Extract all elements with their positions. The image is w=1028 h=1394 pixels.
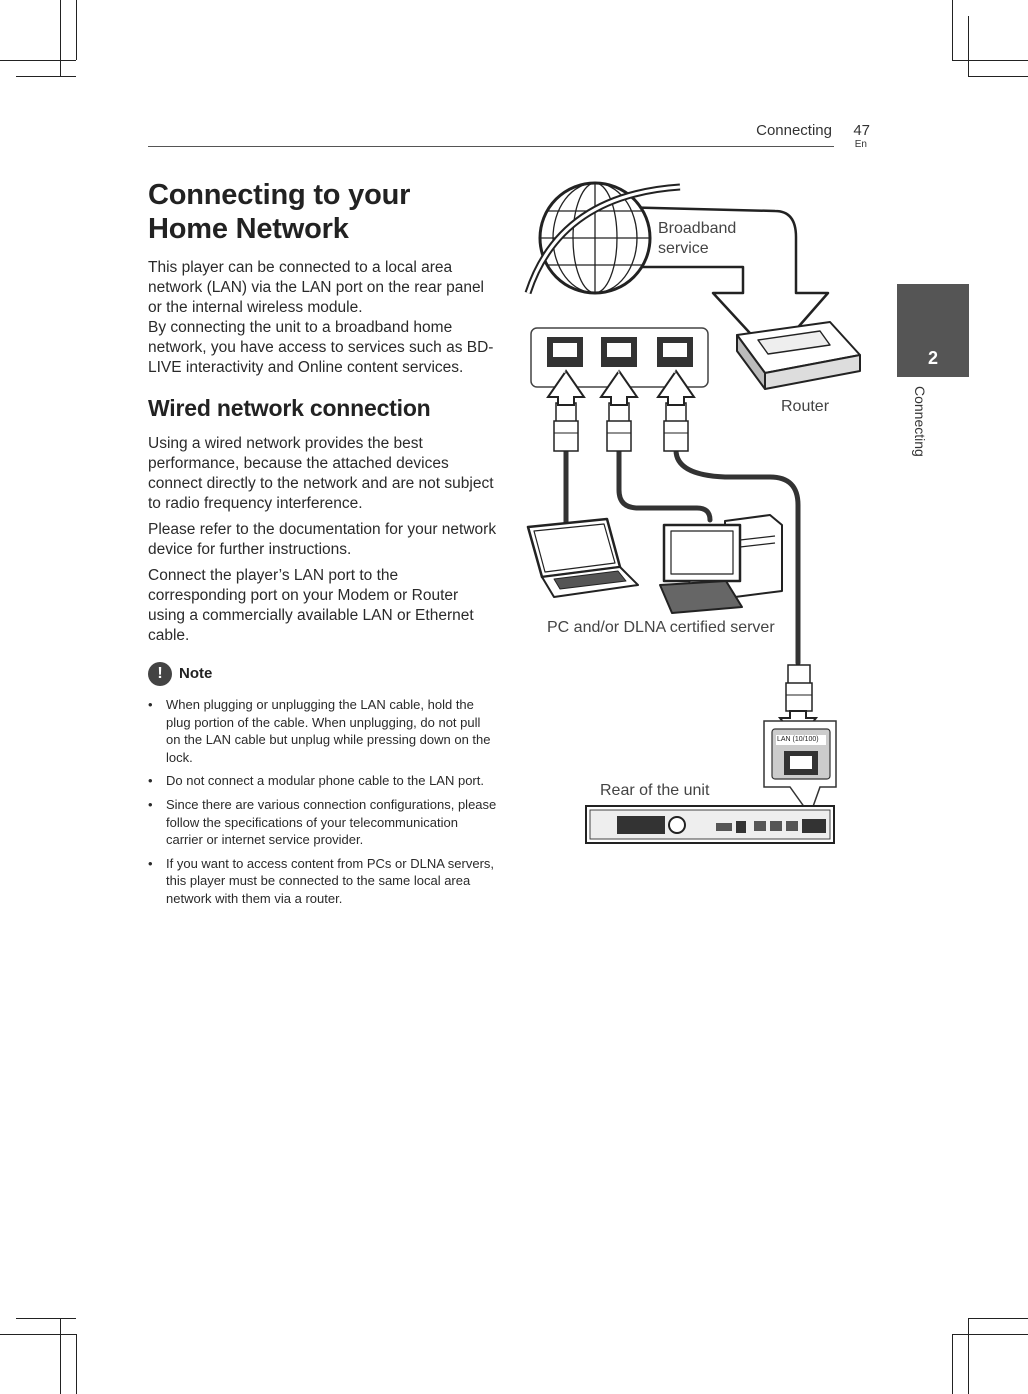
note-header (148, 662, 498, 686)
router-icon (737, 322, 860, 389)
crop-mark (76, 0, 77, 60)
exclamation-icon: ! (148, 662, 172, 686)
chapter-side-label: Connecting (912, 386, 928, 457)
pc-label: PC and/or DLNA certified server (547, 619, 775, 636)
page-number: 47 (853, 122, 870, 139)
crop-mark (952, 1334, 953, 1394)
lan-port-icon (657, 337, 693, 367)
player-rear-panel-icon (586, 806, 834, 843)
note-text: Do not connect a modular phone cable to the LAN port. (166, 773, 484, 789)
header-rule (148, 146, 834, 147)
crop-mark (0, 60, 76, 61)
crop-mark (16, 76, 76, 77)
bullet-icon: • (148, 773, 153, 789)
router-port-label: LAN (664, 369, 676, 375)
lan-port-icon (601, 337, 637, 367)
unit-port-label: LAN (10/100) (777, 736, 819, 743)
network-diagram (520, 175, 880, 865)
chapter-number: 2 (927, 348, 938, 368)
main-text-column (148, 178, 498, 914)
lan-plug-icon (554, 403, 578, 451)
desktop-pc-icon (660, 515, 782, 613)
broadband-label (658, 219, 736, 259)
broadband-label-line2: service (658, 240, 709, 257)
wired-heading: Wired network connection (148, 395, 431, 421)
chapter-tab (897, 284, 969, 377)
crop-mark (60, 1318, 61, 1394)
note-text: If you want to access content from PCs or DLNA servers, this player must be connected to the same local area network with them via a router. (166, 855, 495, 906)
lan-plug-icon (607, 403, 631, 451)
crop-mark (0, 1334, 76, 1335)
body-paragraph: Using a wired network provides the best performance, because the attached devices connect directly to the network and are not subject to radio frequency interference. (148, 435, 494, 512)
laptop-icon (528, 519, 638, 597)
network-diagram-drawing (520, 175, 880, 865)
crop-mark (968, 16, 969, 76)
crop-mark (968, 76, 1028, 77)
note-text: Since there are various connection configurations, please follow the specifications of your telecommunication carrier or internet service provider. (166, 796, 497, 848)
note-list (148, 696, 498, 908)
lan-port-icon (547, 337, 583, 367)
bullet-icon: • (148, 697, 153, 712)
router-label: Router (781, 398, 830, 415)
list-item (148, 696, 498, 766)
list-item (148, 855, 498, 908)
language-code: En (854, 139, 867, 150)
note-text: When plugging or unplugging the LAN cable, hold the plug portion of the cable. When unplugging, do not pull on the LAN cable but unplug while pressing down on the lock. (166, 697, 491, 765)
note-label: Note (179, 665, 213, 682)
crop-mark (952, 0, 953, 60)
bullet-icon: • (148, 855, 153, 871)
crop-mark (16, 1318, 76, 1319)
crop-mark (60, 0, 61, 76)
intro-paragraph: This player can be connected to a local area network (LAN) via the LAN port on the rear panel or the internal wireless module. (148, 259, 485, 316)
crop-mark (968, 1318, 969, 1394)
body-paragraph: Please refer to the documentation for your network device for further instructions. (148, 521, 497, 558)
page-title (148, 178, 498, 246)
router-port-label: LAN (554, 369, 566, 375)
body-paragraph: Connect the player’s LAN port to the corresponding port on your Modem or Router using a commercially available LAN or Ethernet cable. (148, 567, 474, 644)
running-head (700, 122, 870, 152)
list-item (148, 796, 498, 849)
broadband-label-line1: Broadband (658, 220, 737, 237)
crop-mark (968, 1318, 1028, 1319)
lan-plug-icon (664, 403, 688, 451)
bullet-icon: • (148, 796, 153, 812)
lan-plug-icon (786, 665, 812, 711)
router-port-label: LAN (608, 369, 620, 375)
page-title-line1: Connecting to your (148, 179, 411, 211)
intro-paragraph: By connecting the unit to a broadband home network, you have access to services such as BD-LIVE interactivity and Online content services. (148, 319, 494, 376)
crop-mark (952, 1334, 1028, 1335)
rear-of-unit-label: Rear of the unit (600, 782, 710, 799)
crop-mark (76, 1334, 77, 1394)
crop-mark (952, 60, 1028, 61)
page-title-line2: Home Network (148, 213, 349, 245)
section-title: Connecting (756, 122, 832, 139)
list-item (148, 772, 498, 790)
